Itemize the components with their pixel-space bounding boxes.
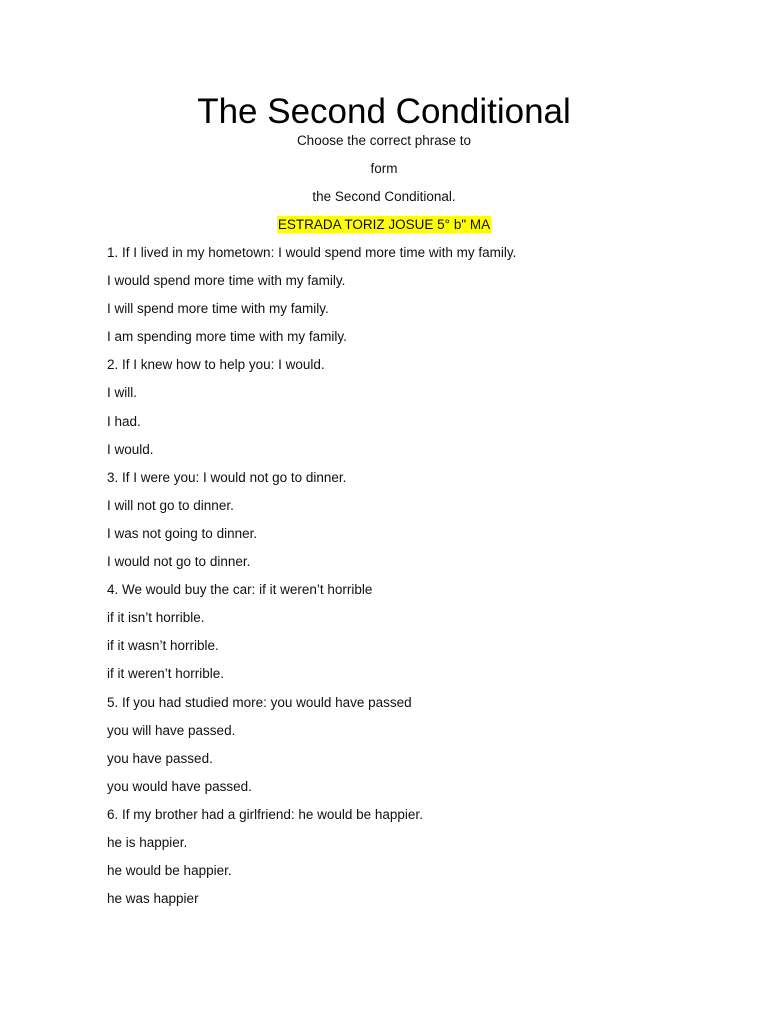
question-2-prompt: 2. If I knew how to help you: I would. [107, 357, 325, 373]
question-3-prompt: 3. If I were you: I would not go to dinner. [107, 469, 347, 485]
question-1-option-c: I am spending more time with my family. [107, 329, 347, 345]
instruction-line: Choose the correct phrase to [296, 133, 472, 148]
question-3-option-b: I was not going to dinner. [107, 525, 258, 541]
question-6-option-b: he would be happier. [107, 863, 232, 879]
instructions-block [0, 131, 768, 243]
question-3-option-c: I would not go to dinner. [107, 554, 251, 570]
question-5-option-c: you would have passed. [107, 778, 252, 794]
question-list [107, 243, 727, 917]
question-4-option-a: if it isn’t horrible. [107, 610, 205, 626]
question-5-prompt: 5. If you had studied more: you would have passed [107, 694, 412, 710]
question-1-prompt: 1. If I lived in my hometown: I would spend more time with my family. [107, 245, 517, 260]
question-1-option-b: I will spend more time with my family. [107, 301, 329, 317]
instruction-line: the Second Conditional. [312, 189, 456, 204]
question-4-option-b: if it wasn’t horrible. [107, 638, 219, 654]
question-6-prompt: 6. If my brother had a girlfriend: he would be happier. [107, 806, 423, 822]
question-5-option-b: you have passed. [107, 750, 213, 766]
question-3-option-a: I will not go to dinner. [107, 497, 234, 513]
page-title: The Second Conditional [197, 92, 571, 131]
student-line [0, 215, 768, 243]
question-2-option-a: I will. [107, 385, 137, 401]
question-4-prompt: 4. We would buy the car: if it weren’t horrible [107, 582, 373, 598]
question-1-option-a: I would spend more time with my family. [107, 273, 346, 289]
question-2-option-b: I had. [107, 413, 141, 429]
question-6-option-c: he was happier [107, 891, 199, 907]
student-name-highlight: ESTRADA TORIZ JOSUE 5° b" MA [277, 217, 491, 232]
question-2-option-c: I would. [107, 441, 154, 457]
question-6-option-a: he is happier. [107, 834, 188, 850]
question-4-option-c: if it weren’t horrible. [107, 666, 225, 682]
question-5-option-a: you will have passed. [107, 722, 236, 738]
instruction-line: form [370, 161, 398, 176]
